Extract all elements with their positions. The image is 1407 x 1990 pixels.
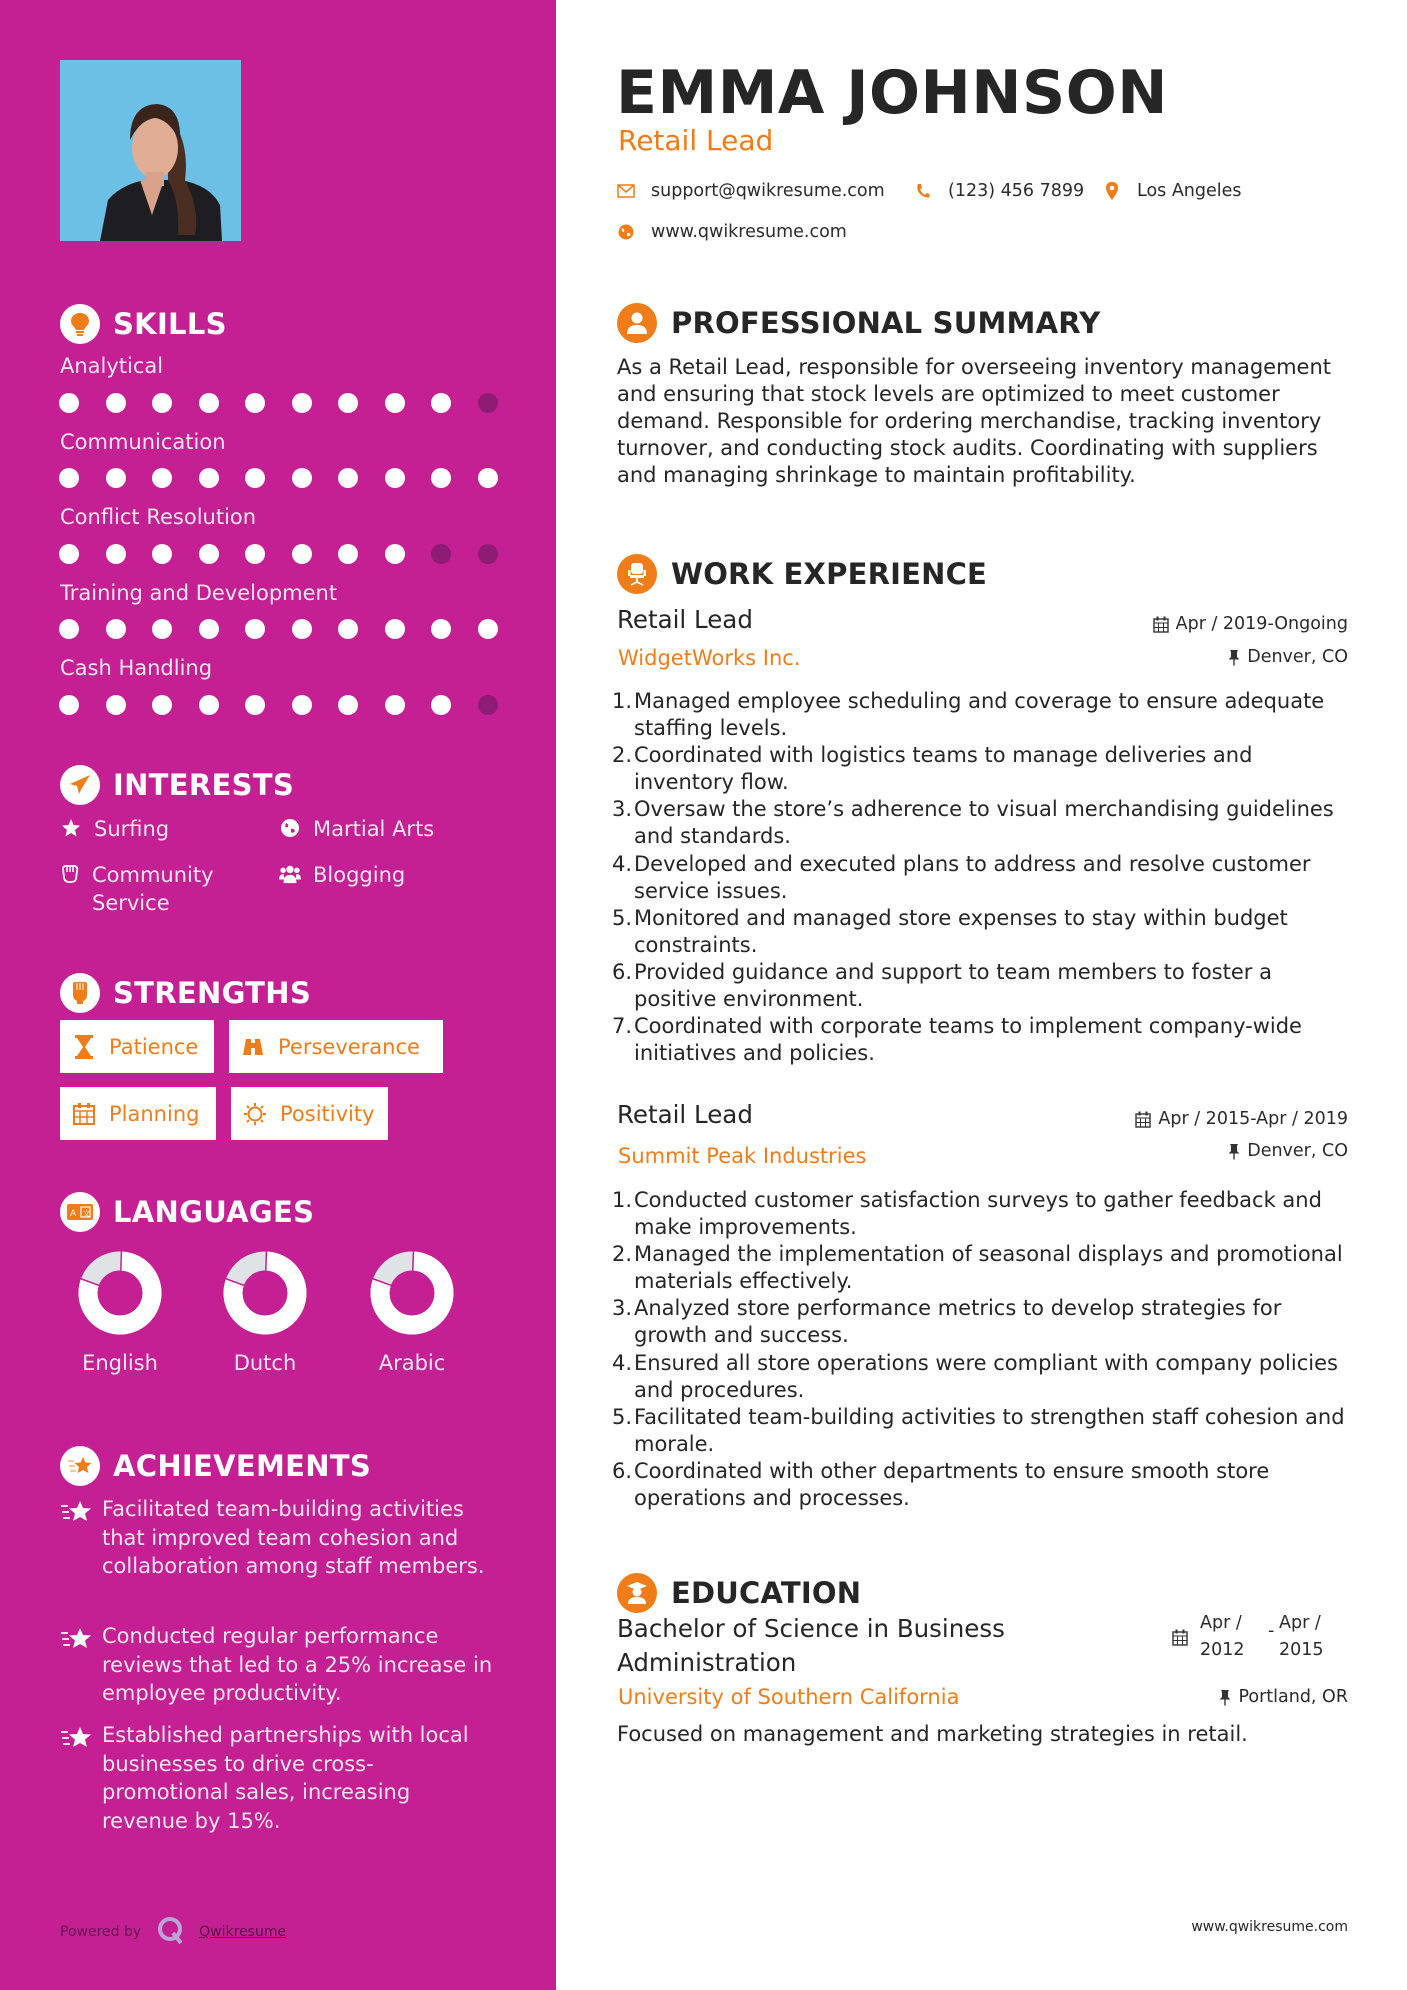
binoculars-icon [241,1035,265,1059]
interests-heading [60,764,294,806]
skill-dot [106,619,126,639]
skill-dot [199,468,219,488]
skill-dot [106,468,126,488]
responsibility-text: Ensured all store operations were compliant with company policies and procedures. [634,1350,1338,1402]
job-dates: Apr / 2015-Apr / 2019 [1135,1109,1348,1129]
skill-dot [292,393,312,413]
responsibility-text: Facilitated team-building activities to strengthen staff cohesion and morale. [634,1404,1345,1456]
job-location: Denver, CO [1228,647,1348,667]
skill-dot [431,393,451,413]
education-title: EDUCATION [671,1576,862,1610]
skill-dot [292,695,312,715]
list-number: 5. [611,905,632,930]
skill-dot [478,619,498,639]
responsibility-item [608,1013,1358,1067]
skill-dot [292,619,312,639]
school-name: University of Southern California [618,1685,960,1709]
responsibility-text: Coordinated with other departments to ensure smooth store operations and processes. [634,1458,1270,1511]
job-dates: Apr / 2019-Ongoing [1153,614,1348,634]
responsibility-text: Managed employee scheduling and coverage to ensure adequate staffing levels. [634,689,1325,741]
responsibility-text: Managed the implementation of seasonal displays and promotional materials effectively. [634,1242,1343,1294]
responsibility-item [608,1295,1358,1349]
skill-dot [245,695,265,715]
language-label: Arabic [378,1351,446,1375]
responsibility-item [608,1350,1358,1404]
interest-item: Martial Arts [279,815,434,843]
strength-badge: Planning [60,1087,216,1140]
skill-dot [292,544,312,564]
interests-title: INTERESTS [113,768,295,802]
list-number: 7. [611,1014,632,1039]
languages-heading [60,1191,314,1233]
education-start-date: Apr / 2012 [1200,1613,1245,1660]
phone-icon [914,183,932,199]
skill-dot [338,393,358,413]
lightbulb-icon [60,304,100,344]
responsibility-item [608,959,1358,1013]
pushpin-icon [1219,1689,1231,1706]
shooting-star-icon [60,1495,94,1581]
shooting-star-icon [60,1622,94,1708]
summary-heading [617,303,1100,343]
education-end-date: Apr / 2015 [1279,1613,1324,1660]
skill-label: Cash Handling [60,656,213,680]
sidebar [0,0,556,1990]
list-number: 1. [611,689,632,713]
list-number: 3. [611,797,632,822]
svg-text:文: 文 [82,1209,91,1218]
powered-by [60,1915,286,1949]
interest-item: Blogging [279,861,405,889]
responsibility-item [608,1187,1358,1241]
skill-rating [59,468,524,488]
sun-icon [243,1102,267,1126]
skill-dot [338,695,358,715]
job-title: Retail Lead [617,1100,753,1129]
skill-dot [59,544,79,564]
calendar-icon [72,1102,96,1126]
skill-dot [245,544,265,564]
responsibility-text: Analyzed store performance metrics to develop strategies for growth and success. [634,1296,1282,1348]
graduate-icon [617,1573,657,1613]
footer-website[interactable]: www.qwikresume.com [1191,1919,1348,1935]
language-item [205,1251,325,1375]
job-company: WidgetWorks Inc. [618,646,801,670]
skill-rating [59,393,524,413]
candidate-role: Retail Lead [618,124,774,157]
skill-dot [431,544,451,564]
pushpin-icon [1228,649,1240,666]
fist-icon [60,861,80,884]
responsibility-item [608,1241,1358,1295]
job-location: Denver, CO [1228,1141,1348,1161]
responsibility-text: Oversaw the store’s adherence to visual merchandising guidelines and standards. [634,797,1334,849]
skill-dot [385,393,405,413]
translate-icon [60,1192,100,1232]
skills-heading [60,303,227,345]
skill-label: Training and Development [60,581,338,605]
user-icon [617,303,657,343]
skill-dot [338,544,358,564]
responsibility-text: Conducted customer satisfaction surveys to gather feedback and make improvements. [634,1188,1322,1240]
skill-dot [385,544,405,564]
job-company: Summit Peak Industries [618,1144,867,1168]
skill-dot [106,695,126,715]
contact-location: Los Angeles [1103,181,1242,201]
responsibility-item [608,905,1358,959]
paper-plane-icon [60,765,100,805]
skill-dot [152,468,172,488]
responsibility-item [608,1404,1358,1458]
education-location: Portland, OR [1219,1687,1348,1707]
language-donut [223,1251,307,1335]
skill-dot [431,468,451,488]
interest-item: Community Service [60,861,260,917]
responsibility-item [608,1458,1358,1512]
list-number: 3. [611,1296,632,1321]
skill-dot [478,393,498,413]
list-number: 4. [611,851,632,876]
achievements-heading [60,1445,371,1487]
language-item [60,1251,180,1375]
pushpin-icon [1228,1143,1240,1160]
responsibility-item [608,742,1358,796]
candidate-name: EMMA JOHNSON [616,58,1168,128]
contact-phone: (123) 456 7899 [914,181,1084,201]
languages-title: LANGUAGES [113,1195,315,1229]
skill-dot [199,619,219,639]
skill-label: Communication [60,430,226,454]
list-number: 2. [611,1242,632,1267]
responsibility-item [608,851,1358,905]
education-heading [617,1573,861,1613]
skill-label: Analytical [60,354,164,378]
experience-title: WORK EXPERIENCE [671,557,988,591]
shooting-star-icon [60,1721,94,1835]
globe-icon [279,815,301,838]
profile-photo [60,60,241,241]
interest-item: Surfing [60,815,169,843]
achievement-item: Conducted regular performance reviews that led to a 25% increase in employee productivity. [60,1622,500,1708]
skill-dot [431,619,451,639]
responsibility-item [608,688,1358,742]
svg-text:A: A [70,1209,77,1219]
skill-dot [199,393,219,413]
skill-label: Conflict Resolution [60,505,257,529]
strength-badge: Perseverance [229,1020,443,1073]
skill-dot [245,393,265,413]
language-donut [370,1251,454,1335]
education-date-separator: - [1268,1621,1275,1641]
skill-dot [385,468,405,488]
responsibility-text: Coordinated with corporate teams to implement company-wide initiatives and policies. [634,1014,1302,1066]
skill-dot [431,695,451,715]
list-number: 6. [611,959,632,984]
summary-text: As a Retail Lead, responsible for overseeing inventory management and ensuring that stock levels are optimized to meet customer demand. Responsible for ordering merchandise, tracking inventory turnover, and conducting stock audits. Coordinating with suppliers and managing shrinkage to maintain profitability. [617,355,1331,487]
shooting-star-icon [60,1446,100,1486]
strength-badge: Positivity [231,1087,388,1140]
contact-email: support@qwikresume.com [617,181,885,201]
skill-dot [292,468,312,488]
skill-dot [59,393,79,413]
star-icon [60,815,82,838]
skill-rating [59,544,524,564]
responsibility-text: Provided guidance and support to team members to foster a positive environment. [634,959,1272,1012]
responsibility-text: Developed and executed plans to address and resolve customer service issues. [634,851,1311,903]
skill-dot [385,619,405,639]
job-title: Retail Lead [617,605,753,634]
skill-dot [152,695,172,715]
achievement-item: Established partnerships with local businesses to drive cross-promotional sales, increasing revenue by 15%. [60,1721,500,1835]
list-number: 6. [611,1458,632,1483]
achievement-item: Facilitated team-building activities that improved team cohesion and collaboration among staff members. [60,1495,500,1581]
calendar-icon [1172,1629,1188,1650]
language-donut [78,1251,162,1335]
responsibility-text: Coordinated with logistics teams to manage deliveries and inventory flow. [634,743,1253,795]
job-responsibilities [608,688,1358,1067]
skill-rating [59,619,524,639]
qwikresume-link[interactable]: Qwikresume [199,1924,287,1940]
calendar-icon [1153,616,1169,633]
list-number: 1. [611,1188,632,1212]
list-number: 4. [611,1350,632,1375]
skill-dot [478,468,498,488]
envelope-icon [617,184,635,198]
strength-badge: Patience [60,1020,214,1073]
language-label: English [82,1351,158,1375]
skill-dot [152,393,172,413]
list-number: 5. [611,1404,632,1429]
skills-title: SKILLS [113,307,227,341]
language-label: Dutch [233,1351,297,1375]
skill-dot [152,619,172,639]
experience-heading [617,554,987,594]
skill-dot [478,544,498,564]
office-chair-icon [617,554,657,594]
achievements-title: ACHIEVEMENTS [113,1449,372,1483]
skill-dot [59,619,79,639]
map-pin-icon [1103,182,1121,200]
education-description: Focused on management and marketing strategies in retail. [617,1722,1248,1746]
qwikresume-logo-icon [157,1915,185,1949]
powered-by-label: Powered by [60,1924,142,1940]
calendar-icon [1135,1111,1151,1128]
strengths-heading [60,972,311,1014]
skill-dot [59,695,79,715]
skill-dot [245,468,265,488]
contact-website: www.qwikresume.com [617,222,847,242]
language-item [352,1251,472,1375]
job-responsibilities [608,1187,1358,1512]
users-icon [279,861,301,884]
skill-dot [199,544,219,564]
skill-dot [338,619,358,639]
globe-icon [617,224,635,240]
skill-dot [106,544,126,564]
skill-dot [245,619,265,639]
summary-title: PROFESSIONAL SUMMARY [671,306,1101,340]
responsibility-text: Monitored and managed store expenses to stay within budget constraints. [634,905,1288,957]
skill-dot [59,468,79,488]
skill-dot [152,544,172,564]
list-number: 2. [611,743,632,768]
raised-fist-icon [60,973,100,1013]
skill-rating [59,695,524,715]
skill-dot [106,393,126,413]
skill-dot [478,695,498,715]
skill-dot [338,468,358,488]
responsibility-item [608,796,1358,850]
hourglass-icon [72,1035,96,1059]
degree-title: Bachelor of Science in Business Administration [617,1614,1005,1677]
skill-dot [385,695,405,715]
skill-dot [199,695,219,715]
strengths-title: STRENGTHS [113,976,312,1010]
